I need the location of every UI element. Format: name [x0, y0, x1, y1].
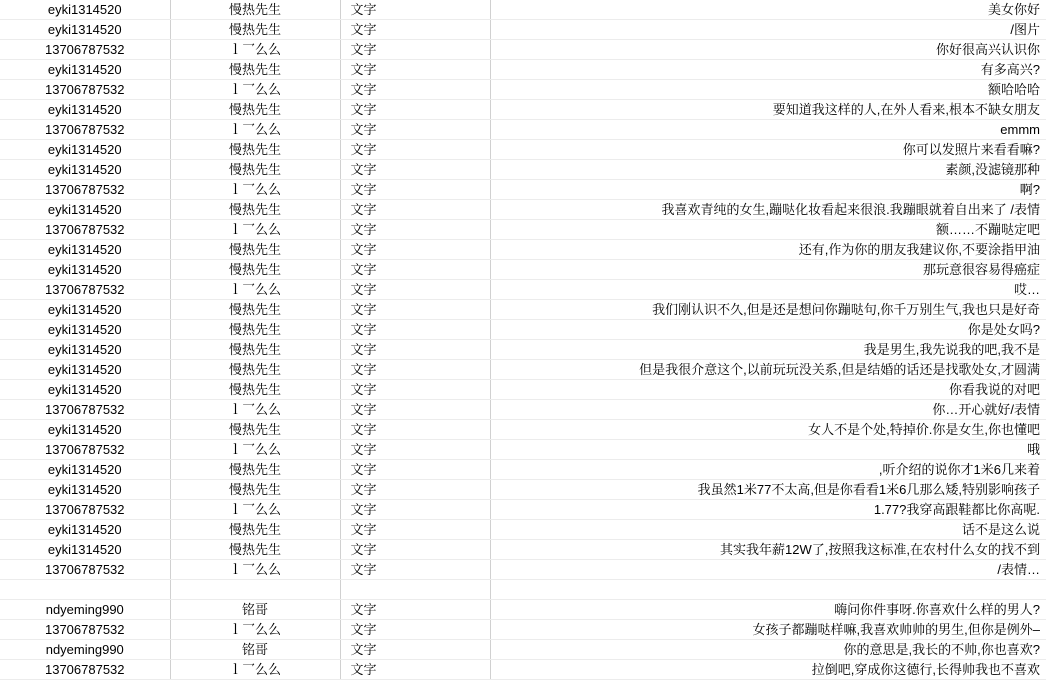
cell-message-content[interactable]: 哎… [490, 280, 1046, 300]
cell-sender-id[interactable]: 13706787532 [0, 620, 170, 640]
cell-sender-id[interactable]: 13706787532 [0, 80, 170, 100]
cell-sender-name[interactable]: 慢热先生 [170, 520, 340, 540]
table-row[interactable] [0, 460, 1046, 480]
cell-message-content[interactable]: 你看我说的对吧 [490, 380, 1046, 400]
table-row[interactable] [0, 660, 1046, 680]
cell-message-content[interactable]: 1.77?我穿高跟鞋都比你高呢. [490, 500, 1046, 520]
cell-sender-name[interactable]: 慢热先生 [170, 300, 340, 320]
cell-sender-name[interactable]: ｌ乛么么 [170, 40, 340, 60]
table-row[interactable] [0, 20, 1046, 40]
cell-sender-name[interactable]: 慢热先生 [170, 320, 340, 340]
cell-message-type[interactable]: 文字 [340, 480, 490, 500]
cell-message-type[interactable]: 文字 [340, 420, 490, 440]
cell-message-content[interactable] [490, 580, 1046, 600]
cell-sender-id[interactable]: 13706787532 [0, 440, 170, 460]
table-row[interactable] [0, 420, 1046, 440]
cell-sender-name[interactable]: 慢热先生 [170, 200, 340, 220]
cell-message-content[interactable]: 啊? [490, 180, 1046, 200]
table-row[interactable] [0, 500, 1046, 520]
table-row[interactable] [0, 300, 1046, 320]
table-row[interactable] [0, 560, 1046, 580]
cell-message-type[interactable]: 文字 [340, 280, 490, 300]
cell-message-content[interactable]: 素颜,没滤镜那种 [490, 160, 1046, 180]
cell-message-content[interactable]: 我们刚认识不久,但是还是想问你蹦哒句,你千万别生气,我也只是好奇 [490, 300, 1046, 320]
cell-message-type[interactable]: 文字 [340, 440, 490, 460]
cell-message-type[interactable]: 文字 [340, 540, 490, 560]
cell-message-type[interactable]: 文字 [340, 160, 490, 180]
table-row[interactable] [0, 440, 1046, 460]
cell-message-content[interactable]: emmm [490, 120, 1046, 140]
table-row[interactable] [0, 200, 1046, 220]
table-row[interactable] [0, 260, 1046, 280]
table-row[interactable] [0, 580, 1046, 600]
table-row[interactable] [0, 120, 1046, 140]
cell-message-type[interactable]: 文字 [340, 400, 490, 420]
table-row[interactable] [0, 640, 1046, 660]
cell-message-content[interactable]: 你可以发照片来看看嘛? [490, 140, 1046, 160]
table-row[interactable] [0, 140, 1046, 160]
cell-message-type[interactable]: 文字 [340, 500, 490, 520]
cell-sender-name[interactable]: 铭哥 [170, 600, 340, 620]
cell-message-type[interactable]: 文字 [340, 140, 490, 160]
cell-message-content[interactable]: 但是我很介意这个,以前玩玩没关系,但是结婚的话还是找歌处女,才圆满 [490, 360, 1046, 380]
cell-sender-id[interactable]: 13706787532 [0, 660, 170, 680]
cell-sender-name[interactable]: 慢热先生 [170, 100, 340, 120]
cell-message-content[interactable]: 额哈哈哈 [490, 80, 1046, 100]
table-row[interactable] [0, 80, 1046, 100]
cell-sender-id[interactable]: eyki1314520 [0, 200, 170, 220]
cell-message-content[interactable]: /图片 [490, 20, 1046, 40]
cell-sender-name[interactable]: 慢热先生 [170, 160, 340, 180]
cell-message-type[interactable]: 文字 [340, 360, 490, 380]
cell-sender-id[interactable]: ndyeming990 [0, 600, 170, 620]
cell-message-type[interactable]: 文字 [340, 20, 490, 40]
cell-sender-name[interactable]: 慢热先生 [170, 480, 340, 500]
cell-message-type[interactable]: 文字 [340, 240, 490, 260]
cell-message-content[interactable]: 嗨问你件事呀.你喜欢什么样的男人? [490, 600, 1046, 620]
cell-sender-name[interactable]: ｌ乛么么 [170, 620, 340, 640]
cell-sender-id[interactable]: 13706787532 [0, 280, 170, 300]
cell-sender-id[interactable] [0, 580, 170, 600]
cell-sender-id[interactable]: eyki1314520 [0, 60, 170, 80]
cell-message-content[interactable]: 还有,作为你的朋友我建议你,不要涂指甲油 [490, 240, 1046, 260]
cell-sender-name[interactable]: 慢热先生 [170, 340, 340, 360]
cell-sender-id[interactable]: eyki1314520 [0, 160, 170, 180]
cell-sender-id[interactable]: 13706787532 [0, 400, 170, 420]
table-row[interactable] [0, 100, 1046, 120]
cell-message-type[interactable]: 文字 [340, 380, 490, 400]
cell-message-content[interactable]: 美女你好 [490, 0, 1046, 20]
cell-message-content[interactable]: 你是处女吗? [490, 320, 1046, 340]
cell-sender-id[interactable]: 13706787532 [0, 40, 170, 60]
cell-sender-name[interactable]: 慢热先生 [170, 0, 340, 20]
cell-sender-id[interactable]: eyki1314520 [0, 260, 170, 280]
cell-message-type[interactable]: 文字 [340, 320, 490, 340]
cell-message-type[interactable]: 文字 [340, 620, 490, 640]
cell-sender-id[interactable]: eyki1314520 [0, 20, 170, 40]
cell-message-type[interactable]: 文字 [340, 300, 490, 320]
cell-sender-id[interactable]: eyki1314520 [0, 520, 170, 540]
table-row[interactable] [0, 160, 1046, 180]
cell-sender-name[interactable]: 慢热先生 [170, 540, 340, 560]
cell-sender-id[interactable]: eyki1314520 [0, 140, 170, 160]
cell-sender-id[interactable]: eyki1314520 [0, 540, 170, 560]
cell-message-type[interactable]: 文字 [340, 660, 490, 680]
table-row[interactable] [0, 60, 1046, 80]
cell-message-type[interactable]: 文字 [340, 220, 490, 240]
cell-message-content[interactable]: 额……不蹦哒定吧 [490, 220, 1046, 240]
table-row[interactable] [0, 360, 1046, 380]
cell-sender-name[interactable]: 慢热先生 [170, 140, 340, 160]
cell-message-type[interactable]: 文字 [340, 520, 490, 540]
cell-message-content[interactable]: 你的意思是,我长的不帅,你也喜欢? [490, 640, 1046, 660]
cell-sender-name[interactable] [170, 580, 340, 600]
cell-message-content[interactable]: 你…开心就好/表情 [490, 400, 1046, 420]
cell-message-type[interactable]: 文字 [340, 340, 490, 360]
cell-sender-name[interactable]: ｌ乛么么 [170, 560, 340, 580]
cell-sender-id[interactable]: eyki1314520 [0, 100, 170, 120]
cell-sender-id[interactable]: eyki1314520 [0, 0, 170, 20]
cell-message-type[interactable]: 文字 [340, 60, 490, 80]
cell-message-type[interactable]: 文字 [340, 0, 490, 20]
cell-message-type[interactable]: 文字 [340, 80, 490, 100]
cell-message-content[interactable]: 我是男生,我先说我的吧,我不是 [490, 340, 1046, 360]
cell-sender-name[interactable]: ｌ乛么么 [170, 280, 340, 300]
cell-message-type[interactable] [340, 580, 490, 600]
cell-sender-id[interactable]: eyki1314520 [0, 480, 170, 500]
cell-sender-name[interactable]: 慢热先生 [170, 260, 340, 280]
table-row[interactable] [0, 280, 1046, 300]
cell-sender-name[interactable]: 铭哥 [170, 640, 340, 660]
cell-sender-name[interactable]: ｌ乛么么 [170, 80, 340, 100]
table-row[interactable] [0, 540, 1046, 560]
cell-message-content[interactable]: 拉倒吧,穿成你这德行,长得帅我也不喜欢 [490, 660, 1046, 680]
table-row[interactable] [0, 40, 1046, 60]
cell-message-type[interactable]: 文字 [340, 460, 490, 480]
cell-message-content[interactable]: ,听介绍的说你才1米6几来着 [490, 460, 1046, 480]
table-row[interactable] [0, 180, 1046, 200]
table-row[interactable] [0, 400, 1046, 420]
cell-message-content[interactable]: 要知道我这样的人,在外人看来,根本不缺女朋友 [490, 100, 1046, 120]
cell-sender-name[interactable]: 慢热先生 [170, 240, 340, 260]
cell-sender-id[interactable]: eyki1314520 [0, 300, 170, 320]
table-row[interactable] [0, 520, 1046, 540]
cell-message-content[interactable]: 那玩意很容易得癌症 [490, 260, 1046, 280]
cell-sender-name[interactable]: 慢热先生 [170, 20, 340, 40]
cell-sender-id[interactable]: 13706787532 [0, 180, 170, 200]
cell-sender-id[interactable]: 13706787532 [0, 560, 170, 580]
cell-message-content[interactable]: 女孩子都蹦哒样嘛,我喜欢帅帅的男生,但你是例外– [490, 620, 1046, 640]
cell-message-type[interactable]: 文字 [340, 40, 490, 60]
cell-message-type[interactable]: 文字 [340, 180, 490, 200]
cell-sender-id[interactable]: eyki1314520 [0, 340, 170, 360]
cell-sender-name[interactable]: 慢热先生 [170, 380, 340, 400]
cell-sender-id[interactable]: eyki1314520 [0, 460, 170, 480]
cell-sender-id[interactable]: 13706787532 [0, 500, 170, 520]
cell-message-type[interactable]: 文字 [340, 560, 490, 580]
cell-message-type[interactable]: 文字 [340, 100, 490, 120]
cell-sender-id[interactable]: eyki1314520 [0, 240, 170, 260]
cell-message-content[interactable]: 有多高兴? [490, 60, 1046, 80]
table-row[interactable] [0, 600, 1046, 620]
cell-sender-name[interactable]: ｌ乛么么 [170, 180, 340, 200]
cell-sender-name[interactable]: 慢热先生 [170, 60, 340, 80]
cell-sender-id[interactable]: ndyeming990 [0, 640, 170, 660]
cell-message-type[interactable]: 文字 [340, 120, 490, 140]
cell-sender-id[interactable]: eyki1314520 [0, 360, 170, 380]
cell-sender-id[interactable]: eyki1314520 [0, 380, 170, 400]
cell-sender-name[interactable]: 慢热先生 [170, 420, 340, 440]
cell-message-content[interactable]: 女人不是个处,特掉价.你是女生,你也懂吧 [490, 420, 1046, 440]
cell-sender-name[interactable]: ｌ乛么么 [170, 400, 340, 420]
cell-sender-id[interactable]: eyki1314520 [0, 320, 170, 340]
cell-sender-name[interactable]: ｌ乛么么 [170, 120, 340, 140]
cell-sender-name[interactable]: 慢热先生 [170, 460, 340, 480]
cell-message-content[interactable]: 话不是这么说 [490, 520, 1046, 540]
cell-message-content[interactable]: 其实我年薪12W了,按照我这标准,在农村什么女的找不到 [490, 540, 1046, 560]
table-row[interactable] [0, 380, 1046, 400]
cell-message-content[interactable]: /表情… [490, 560, 1046, 580]
cell-sender-id[interactable]: eyki1314520 [0, 420, 170, 440]
cell-message-content[interactable]: 哦 [490, 440, 1046, 460]
cell-message-type[interactable]: 文字 [340, 260, 490, 280]
cell-message-type[interactable]: 文字 [340, 640, 490, 660]
cell-message-content[interactable]: 我喜欢青纯的女生,蹦哒化妆看起来很浪.我蹦眼就着自出来了 /表情 [490, 200, 1046, 220]
cell-sender-name[interactable]: ｌ乛么么 [170, 440, 340, 460]
cell-message-type[interactable]: 文字 [340, 600, 490, 620]
cell-sender-name[interactable]: ｌ乛么么 [170, 220, 340, 240]
table-row[interactable] [0, 320, 1046, 340]
cell-message-content[interactable]: 你好很高兴认识你 [490, 40, 1046, 60]
cell-message-type[interactable]: 文字 [340, 200, 490, 220]
cell-sender-name[interactable]: ｌ乛么么 [170, 500, 340, 520]
table-row[interactable] [0, 480, 1046, 500]
cell-sender-name[interactable]: ｌ乛么么 [170, 660, 340, 680]
cell-sender-id[interactable]: 13706787532 [0, 120, 170, 140]
table-row[interactable] [0, 620, 1046, 640]
table-row[interactable] [0, 240, 1046, 260]
cell-sender-id[interactable]: 13706787532 [0, 220, 170, 240]
table-row[interactable] [0, 220, 1046, 240]
table-row[interactable] [0, 0, 1046, 20]
cell-sender-name[interactable]: 慢热先生 [170, 360, 340, 380]
table-row[interactable] [0, 340, 1046, 360]
cell-message-content[interactable]: 我虽然1米77不太高,但是你看看1米6几那么矮,特别影响孩子 [490, 480, 1046, 500]
